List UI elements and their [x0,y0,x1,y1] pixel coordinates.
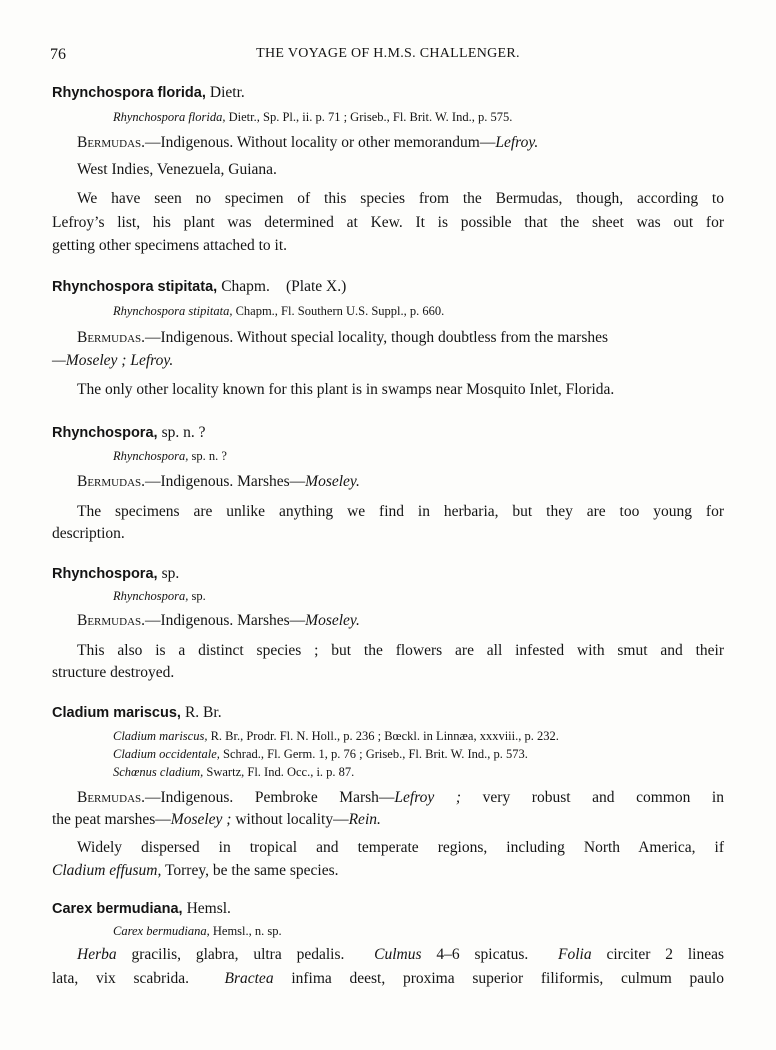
running-title: THE VOYAGE OF H.M.S. CHALLENGER. [256,46,520,61]
species-heading: Rhynchospora florida, Dietr. [52,84,245,101]
note-line: structure destroyed. [52,664,175,681]
species-heading: Rhynchospora, sp. [52,565,180,582]
note-line: The only other locality known for this plant is in swamps near Mosquito Inlet, Florida. [77,381,615,398]
species-heading: Cladium mariscus, R. Br. [52,704,222,721]
description-line: lata, vix scabrida. Bractea infima deest, proxima superior filiformis, culmum paulo [52,970,724,987]
distribution-line: West Indies, Venezuela, Guiana. [77,161,277,178]
note-line: This also is a distinct species ; but the flowers are all infested with smut and their [77,642,724,659]
habitat-line: Bermudas.—Indigenous. Pembroke Marsh—Lefroy ; very robust and common in [77,789,724,806]
page-number: 76 [50,46,66,63]
synonym-line: Carex bermudiana, Hemsl., n. sp. [113,924,282,938]
habitat-line: the peat marshes—Moseley ; without locality—Rein. [52,811,381,828]
habitat-line: Bermudas.—Indigenous. Without locality or other memorandum—Lefroy. [77,134,539,151]
habitat-line: Bermudas.—Indigenous. Marshes—Moseley. [77,473,360,490]
note-line: Cladium effusum, Torrey, be the same species. [52,862,339,879]
synonym-line: Rhynchospora, sp. n. ? [113,449,227,463]
species-heading: Carex bermudiana, Hemsl. [52,900,231,917]
description-line: Herba gracilis, glabra, ultra pedalis. Culmus 4–6 spicatus. Folia circiter 2 lineas [77,946,725,963]
species-heading: Rhynchospora, sp. n. ? [52,424,206,441]
synonym-line: Schœnus cladium, Swartz, Fl. Ind. Occ., i. p. 87. [113,765,355,779]
synonym-line: Cladium occidentale, Schrad., Fl. Germ. 1, p. 76 ; Griseb., Fl. Brit. W. Ind., p. 573. [113,747,528,761]
synonym-line: Rhynchospora, sp. [113,589,206,603]
note-line: Lefroy’s list, his plant was determined at Kew. It is possible that the sheet was out for [52,214,724,231]
page-header [50,46,726,66]
note-line: description. [52,525,125,542]
note-line: Widely dispersed in tropical and temperate regions, including North America, if [77,839,724,856]
species-heading: Rhynchospora stipitata, Chapm. (Plate X.) [52,278,347,295]
note-line: getting other specimens attached to it. [52,237,288,254]
habitat-line: Bermudas.—Indigenous. Marshes—Moseley. [77,612,360,629]
collector-line: —Moseley ; Lefroy. [52,352,174,369]
synonym-line: Cladium mariscus, R. Br., Prodr. Fl. N. Holl., p. 236 ; Bœckl. in Linnæa, xxxviii., p. 232. [113,729,559,743]
synonym-line: Rhynchospora stipitata, Chapm., Fl. Southern U.S. Suppl., p. 660. [113,304,445,318]
habitat-line: Bermudas.—Indigenous. Without special locality, though doubtless from the marshes [77,329,609,346]
synonym-line: Rhynchospora florida, Dietr., Sp. Pl., ii. p. 71 ; Griseb., Fl. Brit. W. Ind., p. 575. [113,110,513,124]
note-line: We have seen no specimen of this species from the Bermudas, though, according to [77,190,724,207]
note-line: The specimens are unlike anything we find in herbaria, but they are too young for [77,503,724,520]
